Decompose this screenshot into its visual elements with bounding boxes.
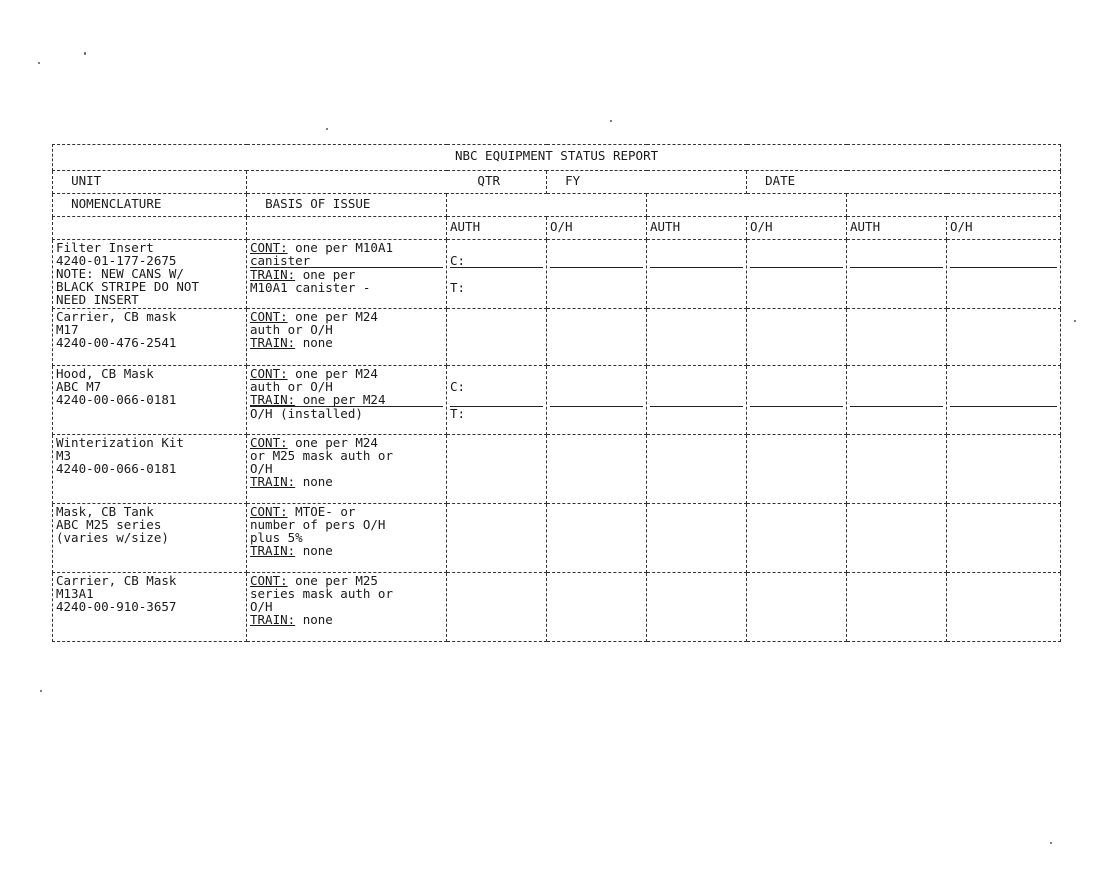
period-2-header <box>647 194 847 217</box>
basis-line: TRAIN: none <box>250 543 333 558</box>
basis-line: TRAIN: none <box>250 474 333 489</box>
period-1-header <box>447 194 647 217</box>
qtr-label: QTR <box>247 171 547 194</box>
basis-line: O/H <box>250 599 273 614</box>
equipment-row <box>53 309 1061 366</box>
equipment-row <box>53 240 1061 309</box>
oh-header: O/H <box>947 217 1061 240</box>
report-title: NBC EQUIPMENT STATUS REPORT <box>53 145 1061 171</box>
c-prefix: C: <box>450 254 543 268</box>
cont-prefix: CONT: <box>250 504 288 519</box>
auth-cell <box>447 366 547 435</box>
equipment-status-report <box>52 144 1060 642</box>
auth-cell <box>847 366 947 435</box>
auth-cell <box>847 573 947 642</box>
cont-prefix: CONT: <box>250 309 288 324</box>
nomenclature-cell <box>53 435 247 504</box>
scan-speck <box>1050 842 1052 844</box>
basis-line: series mask auth or <box>250 586 393 601</box>
oh-cell <box>547 435 647 504</box>
nomenclature-line: 4240-00-066-0181 <box>56 392 177 407</box>
train-prefix: TRAIN: <box>250 392 296 407</box>
nomenclature-line: Winterization Kit <box>56 435 184 450</box>
auth-cell <box>647 309 747 366</box>
cont-prefix: CONT: <box>250 435 288 450</box>
t-prefix: T: <box>450 406 466 421</box>
cont-prefix: CONT: <box>250 240 288 255</box>
nomenclature-line: M3 <box>56 448 72 463</box>
basis-cell <box>247 435 447 504</box>
basis-cell <box>247 573 447 642</box>
nomenclature-line: BLACK STRIPE DO NOT <box>56 279 199 294</box>
basis-line: or M25 mask auth or <box>250 448 393 463</box>
auth-cell <box>647 573 747 642</box>
auth-cell <box>647 366 747 435</box>
auth-cell <box>447 573 547 642</box>
nomenclature-header: NOMENCLATURE <box>53 194 247 217</box>
basis-line: CONT: one per M10A1 <box>250 240 394 255</box>
date-label: DATE <box>747 171 1061 194</box>
oh-cell <box>947 366 1061 435</box>
oh-cell <box>947 435 1061 504</box>
auth-cell <box>447 309 547 366</box>
nomenclature-cell <box>53 573 247 642</box>
oh-header: O/H <box>747 217 847 240</box>
nomenclature-line: Mask, CB Tank <box>56 504 154 519</box>
oh-cell <box>747 573 847 642</box>
scan-speck <box>40 690 42 692</box>
oh-cell <box>747 504 847 573</box>
basis-line: number of pers O/H <box>250 517 386 532</box>
nomenclature-line: 4240-00-066-0181 <box>56 461 177 476</box>
period-3-header <box>847 194 1061 217</box>
nomenclature-line: M17 <box>56 322 79 337</box>
unit-label: UNIT <box>53 171 247 194</box>
c-prefix: C: <box>450 379 466 394</box>
train-prefix: TRAIN: <box>250 543 296 558</box>
nomenclature-line: 4240-01-177-2675 <box>56 253 177 268</box>
header-row <box>53 171 1061 194</box>
basis-line: TRAIN: none <box>250 612 333 627</box>
basis-cell <box>247 366 447 435</box>
basis-line: M10A1 canister - <box>250 280 371 295</box>
auth-cell <box>847 435 947 504</box>
auth-cell <box>847 309 947 366</box>
fy-label: FY <box>547 171 747 194</box>
basis-cell <box>247 504 447 573</box>
scan-speck <box>326 128 328 130</box>
oh-cell <box>747 240 847 309</box>
scan-speck <box>84 52 86 55</box>
auth-cell <box>447 240 547 309</box>
auth-cell <box>847 240 947 309</box>
auth-oh-header-row <box>53 217 1061 240</box>
basis-line: TRAIN: one per <box>250 267 356 282</box>
basis-line: canister <box>250 254 443 268</box>
oh-cell <box>947 240 1061 309</box>
train-prefix: TRAIN: <box>250 612 296 627</box>
equipment-row <box>53 435 1061 504</box>
basis-line: TRAIN: none <box>250 335 333 350</box>
train-prefix: TRAIN: <box>250 474 296 489</box>
basis-cell <box>247 309 447 366</box>
auth-cell <box>447 504 547 573</box>
auth-header: AUTH <box>847 217 947 240</box>
report-table <box>52 144 1061 642</box>
t-prefix: T: <box>450 280 466 295</box>
equipment-row <box>53 504 1061 573</box>
auth-cell <box>647 240 747 309</box>
train-prefix: TRAIN: <box>250 267 296 282</box>
nomenclature-line: Carrier, CB Mask <box>56 573 177 588</box>
nomenclature-line: Hood, CB Mask <box>56 366 154 381</box>
nomenclature-line: 4240-00-910-3657 <box>56 599 177 614</box>
scan-speck <box>38 62 40 64</box>
auth-header: AUTH <box>447 217 547 240</box>
equipment-row <box>53 573 1061 642</box>
auth-cell <box>647 504 747 573</box>
basis-line: CONT: one per M24 <box>250 435 378 450</box>
nomenclature-cell <box>53 366 247 435</box>
nomenclature-line: Filter Insert <box>56 240 154 255</box>
nomenclature-line: NOTE: NEW CANS W/ <box>56 266 184 281</box>
train-prefix: TRAIN: <box>250 335 296 350</box>
oh-cell <box>547 240 647 309</box>
basis-line: CONT: one per M24 <box>250 366 378 381</box>
oh-cell <box>547 504 647 573</box>
auth-cell <box>647 435 747 504</box>
basis-cell <box>247 240 447 309</box>
blank-cell <box>53 217 247 240</box>
nomenclature-cell <box>53 309 247 366</box>
cont-prefix: CONT: <box>250 573 288 588</box>
oh-cell <box>947 573 1061 642</box>
basis-line: CONT: one per M25 <box>250 573 378 588</box>
cont-prefix: CONT: <box>250 366 288 381</box>
equipment-row <box>53 366 1061 435</box>
nomenclature-line: ABC M7 <box>56 379 102 394</box>
oh-cell <box>547 573 647 642</box>
basis-line: CONT: one per M24 <box>250 309 378 324</box>
nomenclature-line: M13A1 <box>56 586 94 601</box>
scan-speck <box>610 120 612 122</box>
column-header-row <box>53 194 1061 217</box>
auth-cell <box>847 504 947 573</box>
auth-cell <box>447 435 547 504</box>
oh-header: O/H <box>547 217 647 240</box>
basis-line: plus 5% <box>250 530 303 545</box>
basis-line: auth or O/H <box>250 379 333 394</box>
oh-cell <box>547 366 647 435</box>
basis-line: auth or O/H <box>250 322 333 337</box>
basis-header: BASIS OF ISSUE <box>247 194 447 217</box>
basis-line: O/H (installed) <box>250 406 363 421</box>
oh-cell <box>747 366 847 435</box>
oh-cell <box>947 504 1061 573</box>
basis-line: CONT: MTOE- or <box>250 504 356 519</box>
nomenclature-line: (varies w/size) <box>56 530 169 545</box>
oh-cell <box>747 309 847 366</box>
scan-speck <box>1074 320 1076 322</box>
oh-cell <box>547 309 647 366</box>
nomenclature-line: ABC M25 series <box>56 517 162 532</box>
blank-cell <box>247 217 447 240</box>
basis-line: TRAIN: one per M24 <box>250 393 443 407</box>
oh-cell <box>747 435 847 504</box>
nomenclature-cell <box>53 504 247 573</box>
title-row <box>53 145 1061 171</box>
nomenclature-line: Carrier, CB mask <box>56 309 177 324</box>
auth-header: AUTH <box>647 217 747 240</box>
nomenclature-cell <box>53 240 247 309</box>
nomenclature-line: NEED INSERT <box>56 292 139 307</box>
nomenclature-line: 4240-00-476-2541 <box>56 335 177 350</box>
basis-line: O/H <box>250 461 273 476</box>
oh-cell <box>947 309 1061 366</box>
